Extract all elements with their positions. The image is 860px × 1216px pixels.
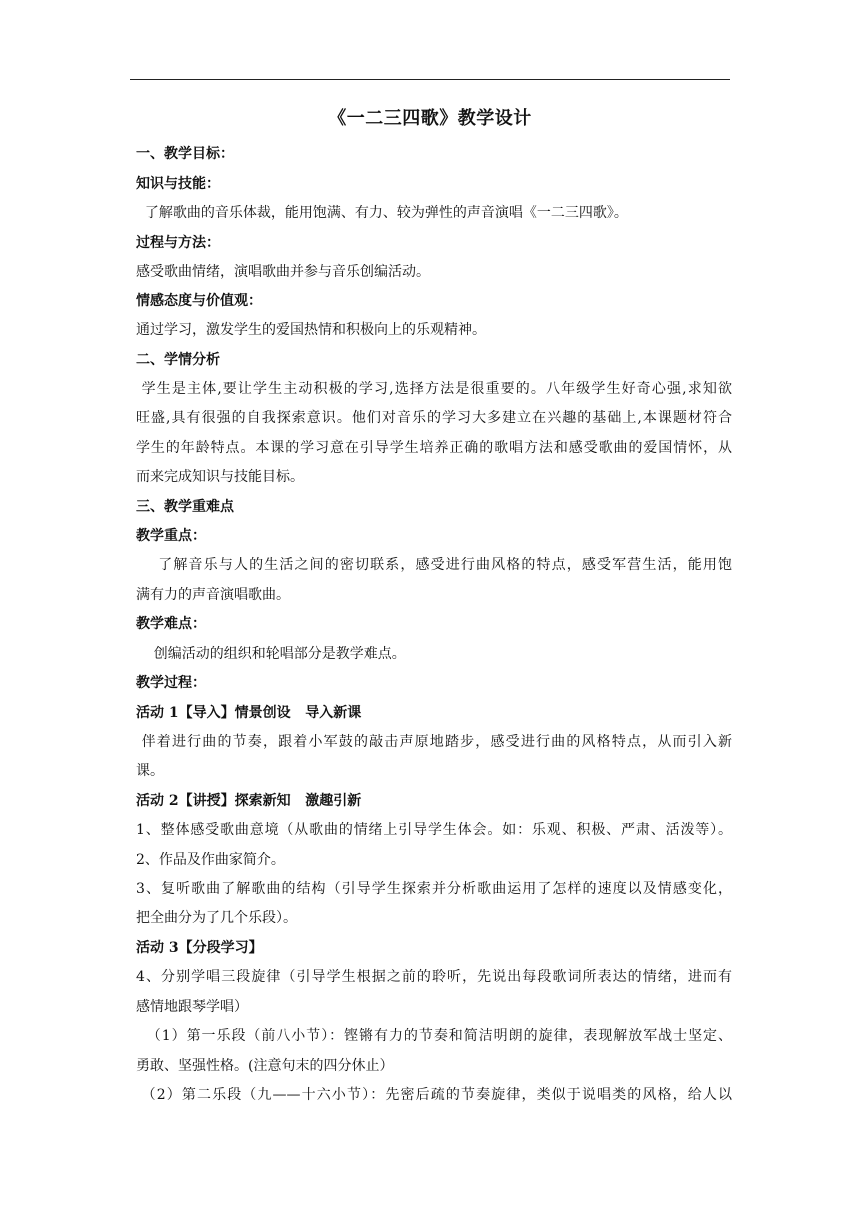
paragraph-line: 课。 xyxy=(136,763,164,779)
section-heading: 教学难点： xyxy=(136,616,206,632)
paragraph-line: 2、作品及作曲家简介。 xyxy=(136,852,285,868)
header-rule xyxy=(130,79,730,80)
document-title: 《一二三四歌》教学设计 xyxy=(328,108,532,129)
paragraph-line: 把全曲分为了几个乐段）。 xyxy=(136,910,297,926)
section-heading: 教学过程： xyxy=(136,675,206,691)
paragraph-line: 旺盛,具有很强的自我探索意识。他们对音乐的学习大多建立在兴趣的基础上,本课题材符合 xyxy=(136,410,732,426)
paragraph-line: 通过学习，激发学生的爱国热情和积极向上的乐观精神。 xyxy=(136,322,486,338)
paragraph-line: 感情地跟琴学唱） xyxy=(136,999,248,1015)
section-heading: 活动 1【导入】情景创设 导入新课 xyxy=(136,705,362,721)
paragraph-line: 4、分别学唱三段旋律（引导学生根据之前的聆听，先说出每段歌词所表达的情绪，进而有 xyxy=(136,969,732,985)
paragraph-line: 而来完成知识与技能目标。 xyxy=(136,469,304,485)
paragraph-line: 了解歌曲的音乐体裁，能用饱满、有力、较为弹性的声音演唱《一二三四歌》。 xyxy=(136,205,628,221)
section-heading: 一、教学目标： xyxy=(136,146,234,162)
paragraph-line: 3、复听歌曲了解歌曲的结构（引导学生探索并分析歌曲运用了怎样的速度以及情感变化， xyxy=(136,881,732,897)
paragraph-line: （1）第一乐段（前八小节）：铿锵有力的节奏和简洁明朗的旋律，表现解放军战士坚定、 xyxy=(136,1028,732,1044)
section-heading: 二、学情分析 xyxy=(136,352,220,368)
paragraph-line: 伴着进行曲的节奏，跟着小军鼓的敲击声原地踏步，感受进行曲的风格特点，从而引入新 xyxy=(136,734,732,750)
paragraph-line: 感受歌曲情绪，演唱歌曲并参与音乐创编活动。 xyxy=(136,264,430,280)
paragraph-line: 创编活动的组织和轮唱部分是教学难点。 xyxy=(136,646,406,662)
paragraph-line: 学生的年龄特点。本课的学习意在引导学生培养正确的歌唱方法和感受歌曲的爱国情怀，从 xyxy=(136,440,732,456)
paragraph-line: 1、整体感受歌曲意境（从歌曲的情绪上引导学生体会。如：乐观、积极、严肃、活泼等）。 xyxy=(136,822,732,838)
section-heading: 三、教学重难点 xyxy=(136,499,234,515)
paragraph-line: 满有力的声音演唱歌曲。 xyxy=(136,587,290,603)
section-heading: 活动 2【讲授】探索新知 激趣引新 xyxy=(136,793,362,809)
section-heading: 情感态度与价值观： xyxy=(136,293,262,309)
section-heading: 活动 3【分段学习】 xyxy=(136,940,263,956)
paragraph-line: 学生是主体,要让学生主动积极的学习,选择方法是很重要的。八年级学生好奇心强,求知欲 xyxy=(136,381,732,397)
section-heading: 过程与方法： xyxy=(136,235,220,251)
section-heading: 知识与技能： xyxy=(136,176,220,192)
paragraph-line: （2）第二乐段（九——十六小节）：先密后疏的节奏旋律，类似于说唱类的风格，给人以 xyxy=(136,1087,732,1103)
paragraph-line: 勇敢、坚强性格。(注意句末的四分休止） xyxy=(136,1058,394,1074)
paragraph-line: 了解音乐与人的生活之间的密切联系，感受进行曲风格的特点，感受军营生活，能用饱 xyxy=(136,557,732,573)
section-heading: 教学重点： xyxy=(136,528,206,544)
